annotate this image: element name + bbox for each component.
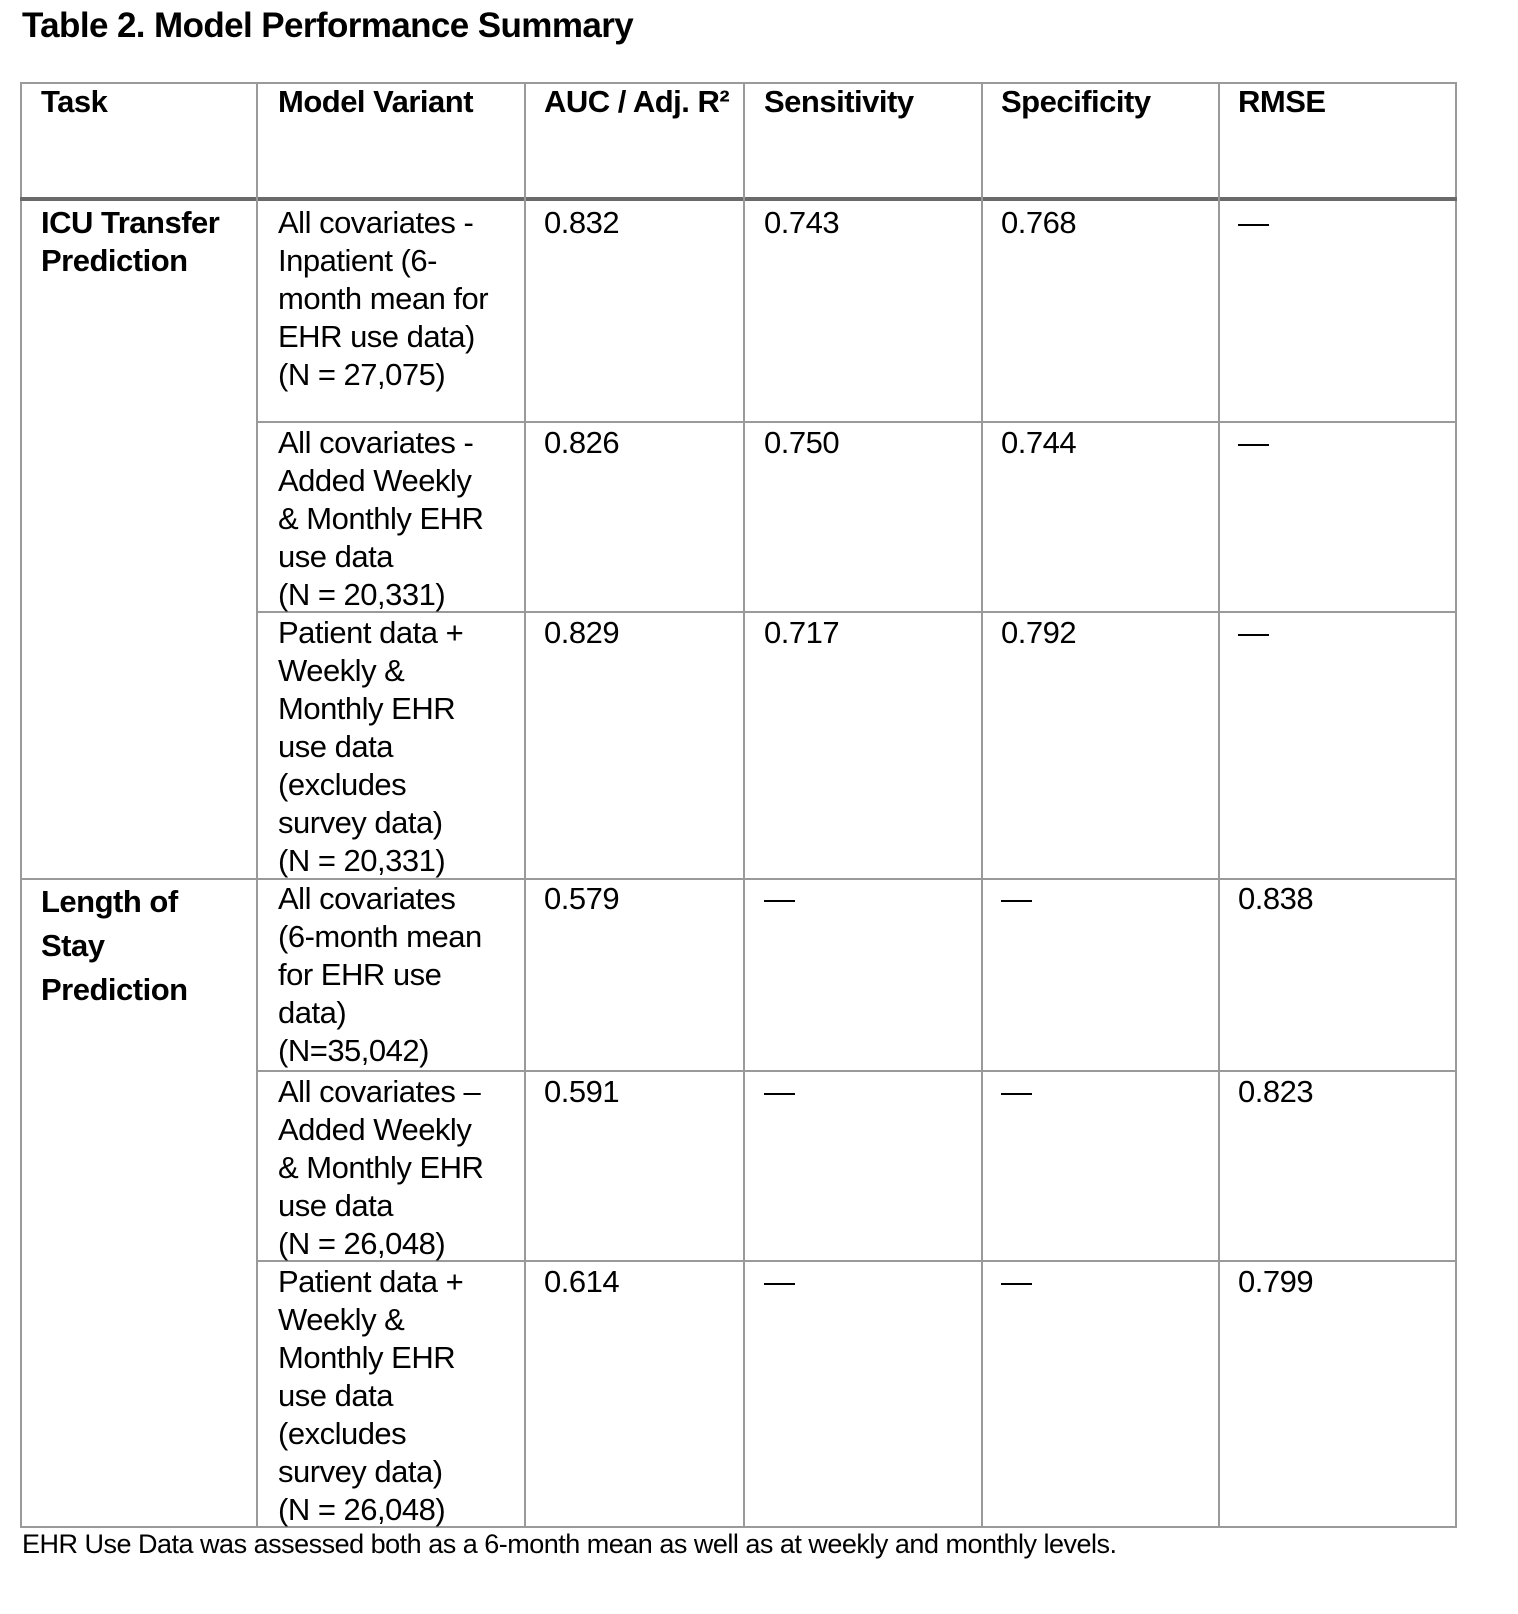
row-divider [256, 421, 1456, 423]
header-auc: AUC / Adj. R² [544, 84, 730, 119]
header-sensitivity: Sensitivity [764, 84, 914, 119]
sensitivity-cell: — [764, 881, 795, 916]
sensitivity-cell: 0.717 [764, 615, 840, 650]
table-border-left [20, 82, 22, 1528]
rmse-cell: — [1238, 615, 1269, 650]
table-footnote: EHR Use Data was assessed both as a 6-month mean as well as at weekly and monthly levels. [22, 1529, 1117, 1559]
row-divider [256, 1070, 1456, 1072]
column-divider [981, 82, 983, 1528]
page-title: Table 2. Model Performance Summary [22, 6, 634, 45]
sensitivity-cell: — [764, 1264, 795, 1299]
column-divider [524, 82, 526, 1528]
sensitivity-cell: 0.743 [764, 205, 840, 240]
model-variant-cell: Patient data + Weekly & Monthly EHR use data (excludes survey data) (N = 26,048) [278, 1264, 464, 1527]
task-length-of-stay: Length of Stay Prediction [41, 884, 188, 1007]
specificity-cell: — [1001, 1264, 1032, 1299]
auc-cell: 0.614 [544, 1264, 620, 1299]
rmse-cell: — [1238, 205, 1269, 240]
auc-cell: 0.591 [544, 1074, 620, 1109]
model-variant-cell: Patient data + Weekly & Monthly EHR use data (excludes survey data) (N = 20,331) [278, 615, 464, 878]
header-task: Task [41, 84, 108, 119]
header-divider [20, 197, 1457, 201]
rmse-cell: 0.799 [1238, 1264, 1314, 1299]
specificity-cell: 0.792 [1001, 615, 1077, 650]
header-model-variant: Model Variant [278, 84, 474, 119]
rmse-cell: 0.838 [1238, 881, 1314, 916]
column-divider [256, 82, 258, 1528]
model-variant-cell: All covariates (6-month mean for EHR use data) (N=35,042) [278, 881, 482, 1068]
column-divider [743, 82, 745, 1528]
auc-cell: 0.826 [544, 425, 620, 460]
header-rmse: RMSE [1238, 84, 1326, 119]
model-variant-cell: All covariates - Inpatient (6- month mean for EHR use data) (N = 27,075) [278, 205, 489, 392]
auc-cell: 0.579 [544, 881, 620, 916]
sensitivity-cell: — [764, 1074, 795, 1109]
sensitivity-cell: 0.750 [764, 425, 840, 460]
specificity-cell: 0.744 [1001, 425, 1077, 460]
table-border-right [1455, 82, 1457, 1528]
model-variant-cell: All covariates – Added Weekly & Monthly EHR use data (N = 26,048) [278, 1074, 484, 1261]
task-icu-transfer: ICU Transfer Prediction [41, 205, 220, 278]
header-specificity: Specificity [1001, 84, 1151, 119]
rmse-cell: 0.823 [1238, 1074, 1314, 1109]
column-divider [1218, 82, 1220, 1528]
specificity-cell: 0.768 [1001, 205, 1077, 240]
auc-cell: 0.829 [544, 615, 620, 650]
specificity-cell: — [1001, 881, 1032, 916]
specificity-cell: — [1001, 1074, 1032, 1109]
rmse-cell: — [1238, 425, 1269, 460]
model-variant-cell: All covariates - Added Weekly & Monthly EHR use data (N = 20,331) [278, 425, 484, 612]
auc-cell: 0.832 [544, 205, 620, 240]
